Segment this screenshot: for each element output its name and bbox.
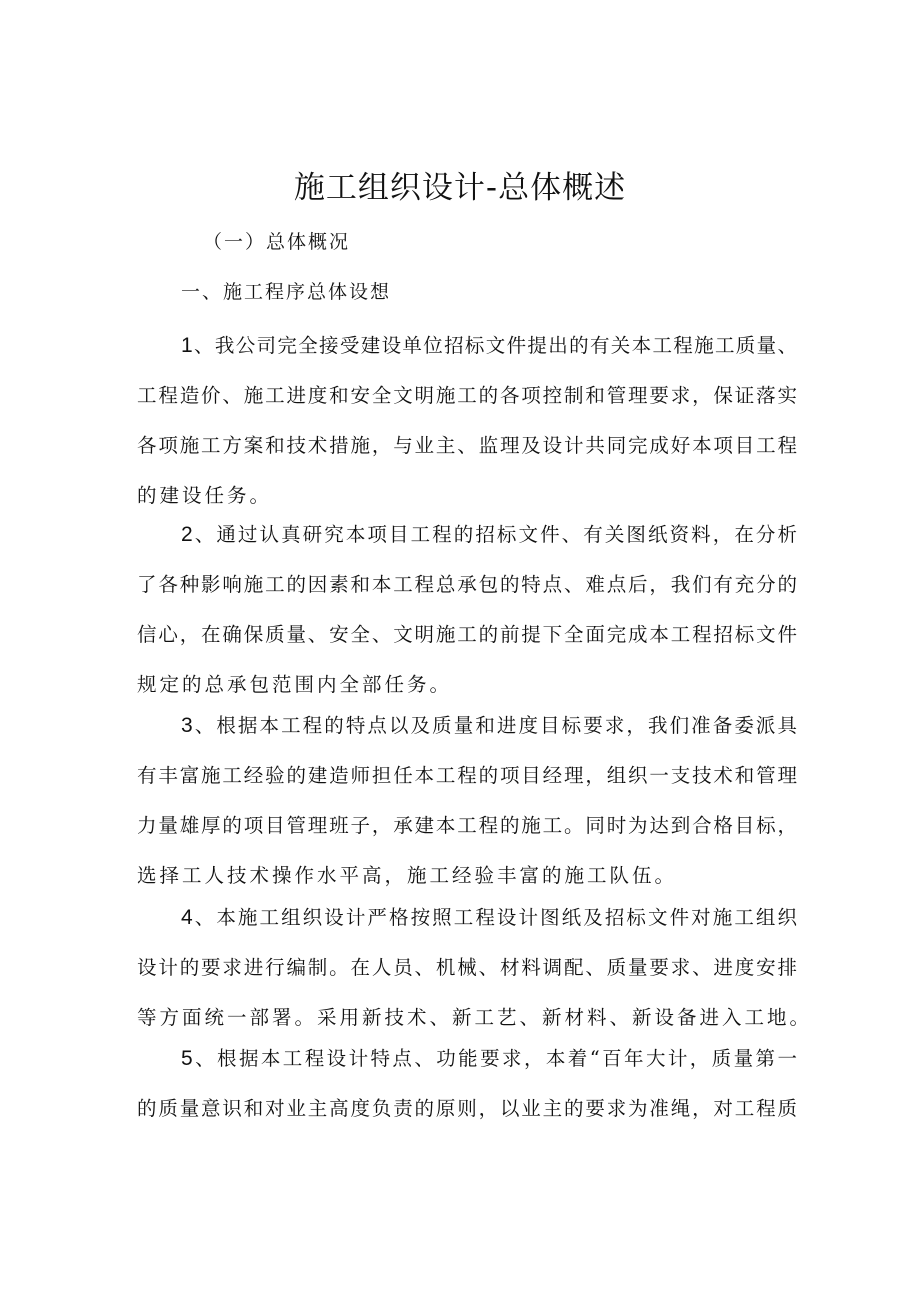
paragraph-number: 4 bbox=[181, 906, 193, 929]
paragraph-line: 的质量意识和对业主高度负责的原则，以业主的要求为准绳，对工程质 bbox=[137, 1097, 797, 1120]
paragraph-line: 信心，在确保质量、安全、文明施工的前提下全面完成本工程招标文件 bbox=[137, 623, 797, 646]
paragraph-line: 等方面统一部署。采用新技术、新工艺、新材料、新设备进入工地。 bbox=[137, 1006, 813, 1029]
paragraph-line: 有丰富施工经验的建造师担任本工程的项目经理，组织一支技术和管理 bbox=[137, 764, 797, 787]
paragraph-line: 2、通过认真研究本项目工程的招标文件、有关图纸资料，在分析 bbox=[181, 523, 797, 546]
paragraph-line: 规定的总承包范围内全部任务。 bbox=[137, 673, 453, 696]
subsection-heading: 一、施工程序总体设想 bbox=[181, 281, 392, 303]
paragraph-5 bbox=[137, 1034, 797, 1134]
paragraph-line: 了各种影响施工的因素和本工程总承包的特点、难点后，我们有充分的 bbox=[137, 573, 797, 596]
paragraph-line: 力量雄厚的项目管理班子，承建本工程的施工。同时为达到合格目标， bbox=[137, 814, 797, 837]
paragraph-2 bbox=[137, 510, 797, 710]
paragraph-number: 5 bbox=[181, 1047, 193, 1070]
paragraph-line: 选择工人技术操作水平高，施工经验丰富的施工队伍。 bbox=[137, 864, 678, 887]
paragraph-line: 的建设任务。 bbox=[137, 484, 273, 507]
paragraph-line: 工程造价、施工进度和安全文明施工的各项控制和管理要求，保证落实 bbox=[137, 384, 797, 407]
paragraph-line: 4、本施工组织设计严格按照工程设计图纸及招标文件对施工组织 bbox=[181, 906, 797, 929]
paragraph-line: 3、根据本工程的特点以及质量和进度目标要求，我们准备委派具 bbox=[181, 714, 797, 737]
paragraph-line: 5、根据本工程设计特点、功能要求，本着“百年大计，质量第一 bbox=[181, 1047, 797, 1070]
paragraph-number: 3 bbox=[181, 714, 193, 737]
paragraph-line: 各项施工方案和技术措施，与业主、监理及设计共同完成好本项目工程 bbox=[137, 434, 797, 457]
paragraph-1 bbox=[137, 321, 797, 521]
paragraph-number: 2 bbox=[181, 523, 193, 546]
paragraph-4 bbox=[137, 893, 813, 1043]
paragraph-line: 设计的要求进行编制。在人员、机械、材料调配、质量要求、进度安排 bbox=[137, 956, 797, 979]
section-heading: （一）总体概况 bbox=[203, 231, 351, 253]
paragraph-3 bbox=[137, 701, 797, 901]
paragraph-line: 1、我公司完全接受建设单位招标文件提出的有关本工程施工质量、 bbox=[181, 334, 797, 357]
paragraph-number: 1 bbox=[181, 334, 193, 357]
page-title: 施工组织设计-总体概述 bbox=[293, 170, 627, 206]
